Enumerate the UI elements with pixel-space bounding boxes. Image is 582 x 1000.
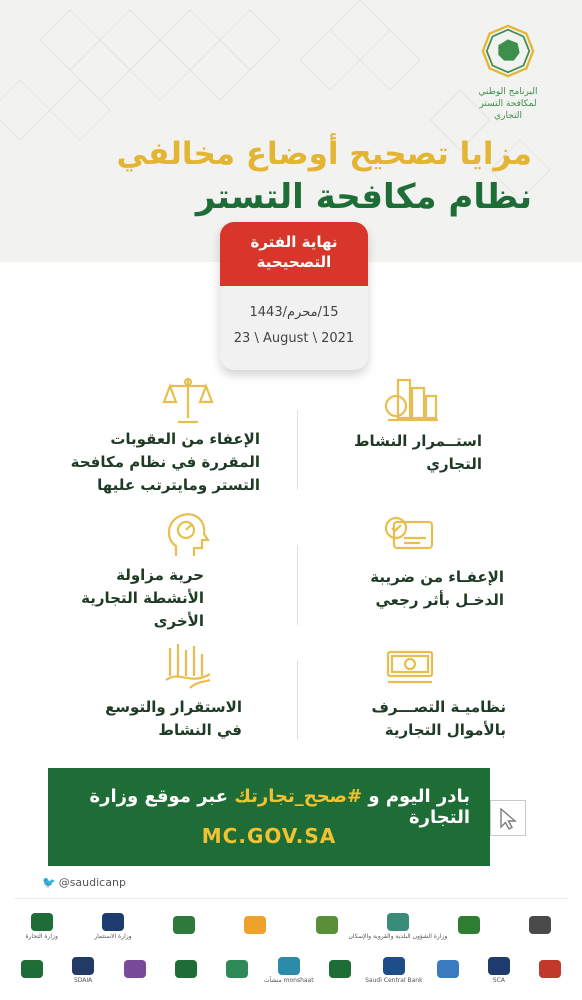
benefit-1-line-2: التجاري (426, 455, 482, 473)
partner-name: منشآت monshaat (263, 976, 314, 984)
gregorian-date: 23 \ August \ 2021 (233, 331, 355, 346)
benefit-2-line-3: التستر ومايترتب عليها (97, 476, 260, 494)
partner-emblem-icon (244, 916, 266, 934)
partner-emblem-icon (387, 913, 409, 931)
cta-part-1: بادر اليوم و (362, 786, 470, 807)
banknote-icon (382, 640, 438, 692)
partner-logo (366, 957, 422, 984)
partner-logo (57, 957, 108, 984)
partner-emblem-icon (539, 960, 561, 978)
twitter-handle[interactable] (42, 876, 126, 889)
partner-emblem-icon (529, 916, 551, 934)
benefit-2-line-2: المقررة في نظام مكافحة (70, 453, 260, 471)
benefit-5-line-2: بالأموال التجارية (384, 721, 506, 739)
logo-line-2: لمكافحة التستر التجاري (479, 99, 537, 121)
benefit-1-line-1: استــمرار النشاط (353, 432, 482, 450)
twitter-handle-text: @saudicanp (58, 876, 126, 889)
benefit-2-line-1: الإعفاء من العقوبات (110, 430, 260, 448)
cta-url-link[interactable]: MC.GOV.SA (201, 824, 337, 848)
partner-emblem-icon (102, 913, 124, 931)
benefit-3-line-2: الدخـل بأثر رجعي (375, 591, 504, 609)
partner-emblem-icon (31, 913, 53, 931)
title-benefits: مزايا تصحيح أوضاع مخالفي (116, 136, 532, 172)
head-gears-icon (158, 508, 214, 560)
benefit-4-line-2: الأنشطة التجارية (81, 589, 204, 607)
partner-logo (314, 960, 365, 980)
partner-emblem-icon (124, 960, 146, 978)
cta-part-2: عبر موقع وزارة التجارة (89, 786, 470, 828)
cursor-icon-box (490, 800, 526, 836)
mouse-pointer-icon (491, 801, 525, 835)
growth-chart-hand-icon (160, 640, 216, 692)
partner-emblem-icon (21, 960, 43, 978)
partner-logos-row-1 (6, 906, 576, 946)
benefit-6-line-2: في النشاط (158, 721, 242, 739)
partner-logo (6, 960, 57, 980)
saudi-map-logo-icon (479, 22, 537, 80)
partner-logo (85, 913, 141, 940)
partner-emblem-icon (458, 916, 480, 934)
calendar-heading-line-2: التصحيحية (256, 253, 332, 271)
scales-icon (160, 374, 216, 426)
twitter-icon: 🐦 (42, 876, 56, 889)
partner-logo (473, 957, 524, 984)
partner-emblem-icon (316, 916, 338, 934)
hijri-date: 15/محرم/1443 (249, 305, 339, 320)
benefit-6-line-1: الاستقرار والتوسع (105, 698, 242, 716)
tax-receipt-icon (380, 508, 436, 560)
partner-name: وزارة الشؤون البلدية والقروية والإسكان (348, 932, 448, 940)
partner-emblem-icon (329, 960, 351, 978)
cta-banner[interactable] (48, 768, 490, 866)
benefit-4-line-3: الأخرى (153, 612, 204, 630)
partner-name: Saudi Central Bank (365, 976, 423, 984)
benefit-5-line-1: نظاميـة التصـــرف (371, 698, 506, 716)
partner-name: SCA (492, 976, 505, 984)
partner-logo (348, 913, 448, 940)
partner-logo (441, 916, 497, 936)
partner-emblem-icon (175, 960, 197, 978)
partner-emblem-icon (72, 957, 94, 975)
partner-logo (109, 960, 160, 980)
cta-text (50, 786, 470, 828)
partner-name: وزارة التجارة (25, 932, 58, 940)
partner-emblem-icon (437, 960, 459, 978)
program-logo (466, 22, 550, 122)
coins-stack-icon (384, 372, 440, 424)
partner-emblem-icon (383, 957, 405, 975)
partner-logo (160, 960, 211, 980)
partner-logo (299, 916, 355, 936)
cta-hashtag[interactable]: #صحح_تجارتك (234, 786, 363, 807)
partner-logo (263, 957, 314, 984)
calendar-header (220, 222, 368, 286)
footer-divider (14, 898, 568, 899)
partner-name: SDAIA (73, 976, 93, 984)
partner-logo (14, 913, 70, 940)
partner-logo (212, 960, 263, 980)
benefit-4-line-1: حرية مزاولة (116, 566, 204, 584)
deadline-calendar (220, 222, 368, 370)
partner-logo (156, 916, 212, 936)
partner-logo (512, 916, 568, 936)
partner-logos-row-2 (6, 950, 576, 990)
partner-name: وزارة الاستثمار (94, 932, 132, 940)
partner-emblem-icon (488, 957, 510, 975)
partner-logo (422, 960, 473, 980)
title-system: نظام مكافحة التستر (195, 177, 532, 217)
calendar-heading-line-1: نهاية الفترة (250, 233, 338, 251)
benefit-3-line-1: الإعفـاء من ضريبة (370, 568, 504, 586)
partner-logo (525, 960, 576, 980)
partner-emblem-icon (173, 916, 195, 934)
partner-emblem-icon (278, 957, 300, 975)
partner-emblem-icon (226, 960, 248, 978)
logo-line-1: البرنامج الوطني (478, 87, 538, 97)
partner-logo (227, 916, 283, 936)
